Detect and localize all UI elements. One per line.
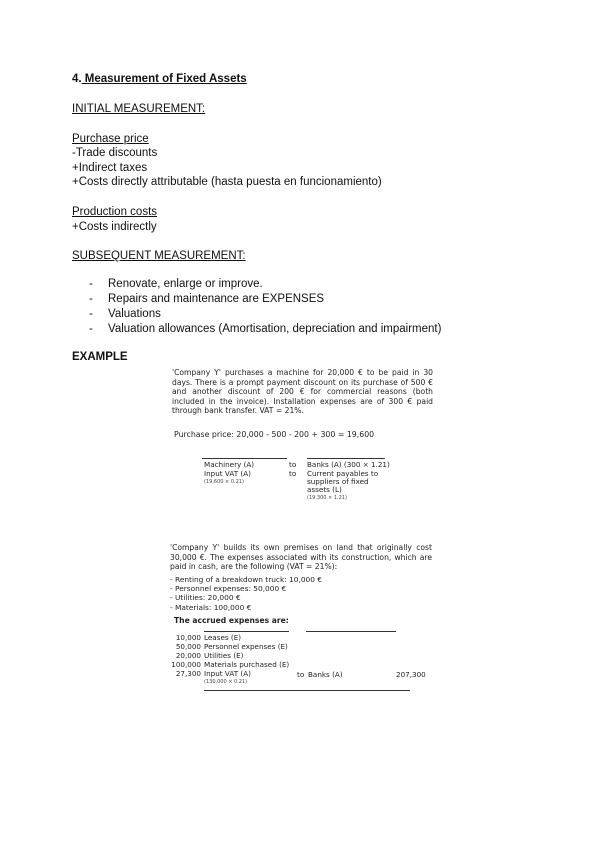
journal-rule (202, 458, 287, 459)
entry-amount: 20,000 (175, 651, 201, 660)
example-2-image (170, 543, 434, 703)
journal-note: (19,300 × 1.21) (307, 495, 347, 501)
example-1-text: 'Company Y' purchases a machine for 20,000 € to be paid in 30 days. There is a prompt payment discount on its purchase of 500 € and another discount of 200 € for commercial reasons (both included in the invoice). Installation expenses are of 300 € paid through bank transfer. VAT = 21%. (172, 368, 433, 416)
journal-credit-account: Banks (A) (308, 670, 343, 679)
purchase-price-line: -Trade discounts (72, 147, 158, 159)
journal-rule (204, 631, 289, 632)
journal-debit-account: Machinery (A) (204, 460, 255, 469)
entry-account: Leases (E) (204, 633, 242, 642)
entry-amount: 100,000 (171, 660, 201, 669)
section-heading (72, 72, 247, 87)
journal-rule (204, 690, 410, 691)
list-item: - Personnel expenses: 50,000 € (170, 584, 287, 594)
purchase-price-line: +Indirect taxes (72, 162, 148, 174)
accrued-expenses-title: The accrued expenses are: (174, 616, 289, 625)
journal-rule (306, 631, 396, 632)
journal-rule (307, 458, 385, 459)
entry-account: Materials purchased (E) (204, 660, 290, 669)
journal-credit-account: Current payables to (307, 469, 379, 478)
subsequent-measurement-list (72, 277, 441, 337)
entry-amount: 10,000 (175, 633, 201, 642)
journal-note: (19,600 × 0.21) (204, 479, 244, 485)
journal-to: to (289, 469, 297, 478)
list-item: - Utilities: 20,000 € (170, 593, 241, 603)
entry-amount: 27,300 (175, 669, 201, 678)
list-item: - Valuations (89, 308, 161, 320)
journal-to: to (297, 670, 305, 679)
subsequent-measurement-heading: SUBSEQUENT MEASUREMENT: (72, 250, 246, 262)
journal-debit-account: Input VAT (A) (204, 469, 251, 478)
example-1-calculation: Purchase price: 20,000 - 500 - 200 + 300 = 19,600 (174, 430, 375, 439)
production-costs-title: Production costs (72, 206, 158, 218)
list-item: - Materials: 100,000 € (170, 602, 252, 612)
purchase-price-line: +Costs directly attributable (hasta puesta en funcionamiento) (72, 176, 382, 188)
production-costs-line: +Costs indirectly (72, 221, 157, 233)
journal-credit-account: assets (L) (307, 485, 342, 494)
journal-credit-account: suppliers of fixed (307, 477, 369, 486)
initial-measurement-heading: INITIAL MEASUREMENT: (72, 103, 206, 115)
entry-account: Utilities (E) (204, 651, 244, 660)
section-number: 4. (72, 73, 82, 85)
example-2-item-list (170, 575, 322, 612)
example-1-image (172, 368, 433, 510)
example-2-text: 'Company Y' builds its own premises on land that originally cost 30,000 €. The expenses associated with its construction, which are paid in cash, are the following (VAT = 21%): (170, 543, 432, 572)
journal-credit-amount: 207,300 (396, 670, 426, 679)
example-label: EXAMPLE (72, 351, 128, 363)
list-item: - Valuation allowances (Amortisation, depreciation and impairment) (89, 323, 442, 335)
journal-credit-account: Banks (A) (300 × 1.21) (307, 460, 390, 469)
entry-account: Input VAT (A) (204, 669, 251, 678)
journal-note: (130,000 × 0.21) (204, 679, 248, 685)
entry-amount: 50,000 (175, 642, 201, 651)
purchase-price-title: Purchase price (72, 133, 149, 145)
entry-account: Personnel expenses (E) (204, 642, 288, 651)
list-item: - Repairs and maintenance are EXPENSES (89, 293, 325, 305)
section-title: Measurement of Fixed Assets (81, 73, 247, 85)
journal-to: to (289, 460, 297, 469)
list-item: - Renovate, enlarge or improve. (89, 278, 263, 290)
list-item: - Renting of a breakdown truck: 10,000 € (170, 575, 323, 584)
